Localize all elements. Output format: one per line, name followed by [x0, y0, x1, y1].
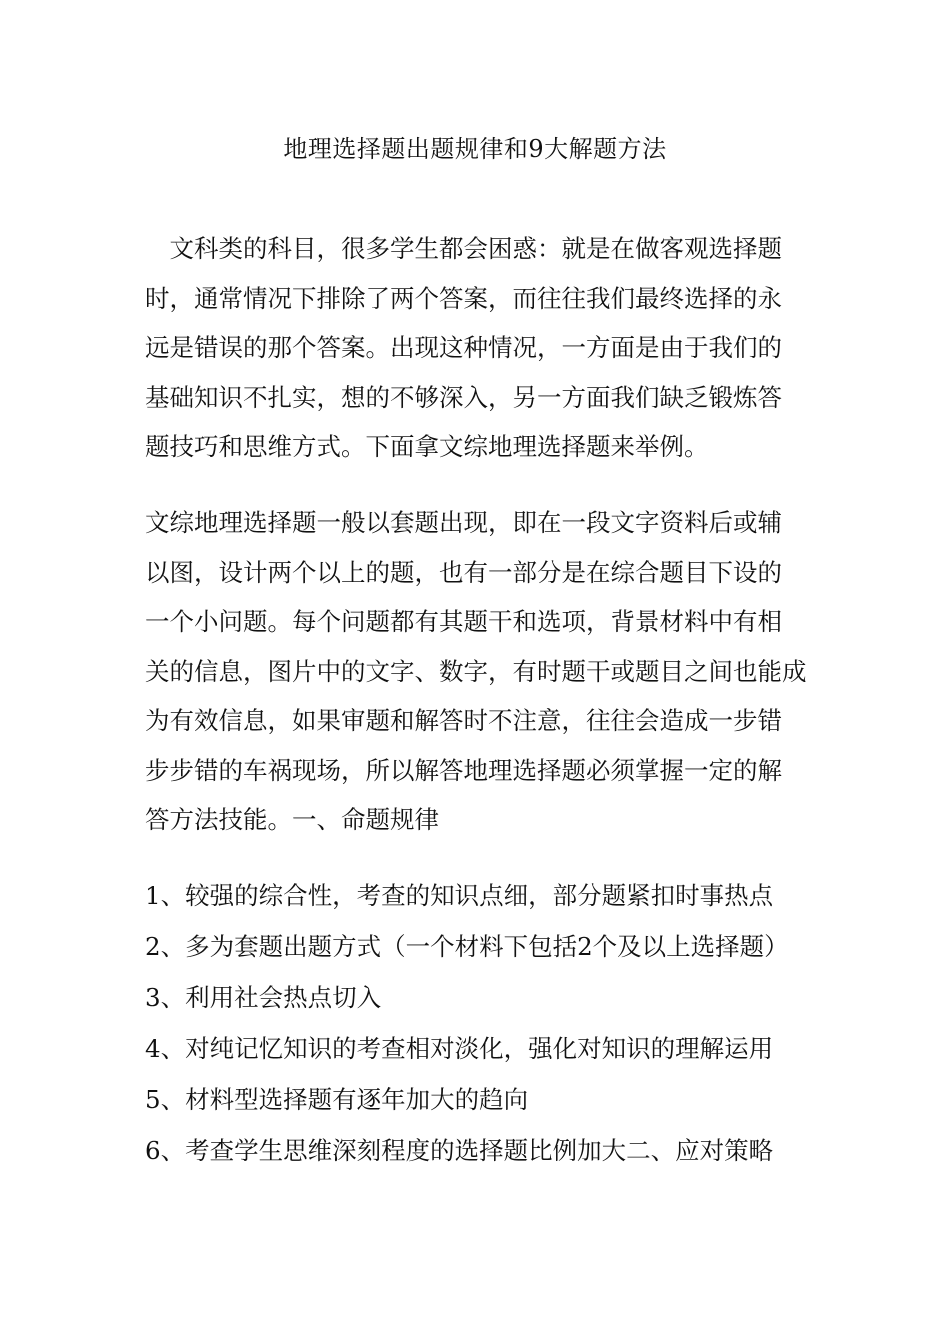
list-item: 1、较强的综合性，考查的知识点细，部分题紧扣时事热点 — [145, 881, 774, 910]
paragraph-line: 以图，设计两个以上的题，也有一部分是在综合题目下设的 — [145, 557, 782, 587]
paragraph-line: 远是错误的那个答案。出现这种情况，一方面是由于我们的 — [145, 333, 782, 362]
paragraph-line: 一个小问题。每个问题都有其题干和选项，背景材料中有相 — [145, 607, 782, 636]
intro-paragraph — [145, 224, 825, 472]
paragraph-line: 步步错的车祸现场，所以解答地理选择题必须掌握一定的解 — [145, 755, 782, 785]
list-item: 3、利用社会热点切入 — [145, 983, 382, 1012]
paragraph-line: 题技巧和思维方式。下面拿文综地理选择题来举例。 — [145, 432, 709, 461]
paragraph-line: 基础知识不扎实，想的不够深入，另一方面我们缺乏锻炼答 — [145, 382, 782, 412]
document-title: 地理选择题出题规律和9大解题方法 — [283, 135, 667, 163]
body-paragraph — [145, 498, 825, 845]
list-item: 6、考查学生思维深刻程度的选择题比例加大二、应对策略 — [145, 1136, 774, 1165]
paragraph-line: 文综地理选择题一般以套题出现，即在一段文字资料后或辅 — [145, 508, 782, 537]
paragraph-line: 答方法技能。一、命题规律 — [145, 805, 439, 834]
paragraph-line: 关的信息，图片中的文字、数字，有时题干或题目之间也能成 — [145, 656, 807, 686]
paragraph-line: 时，通常情况下排除了两个答案，而往往我们最终选择的永 — [145, 283, 782, 313]
paragraph-line: 文科类的科目，很多学生都会困惑：就是在做客观选择题 — [145, 234, 782, 263]
list-item: 4、对纯记忆知识的考查相对淡化，强化对知识的理解运用 — [145, 1034, 774, 1063]
list-item: 5、材料型选择题有逐年加大的趋向 — [145, 1085, 529, 1114]
rules-list — [145, 870, 825, 1176]
list-item: 2、多为套题出题方式（一个材料下包括2个及以上选择题） — [145, 932, 789, 961]
paragraph-line: 为有效信息，如果审题和解答时不注意，往往会造成一步错 — [145, 706, 782, 735]
